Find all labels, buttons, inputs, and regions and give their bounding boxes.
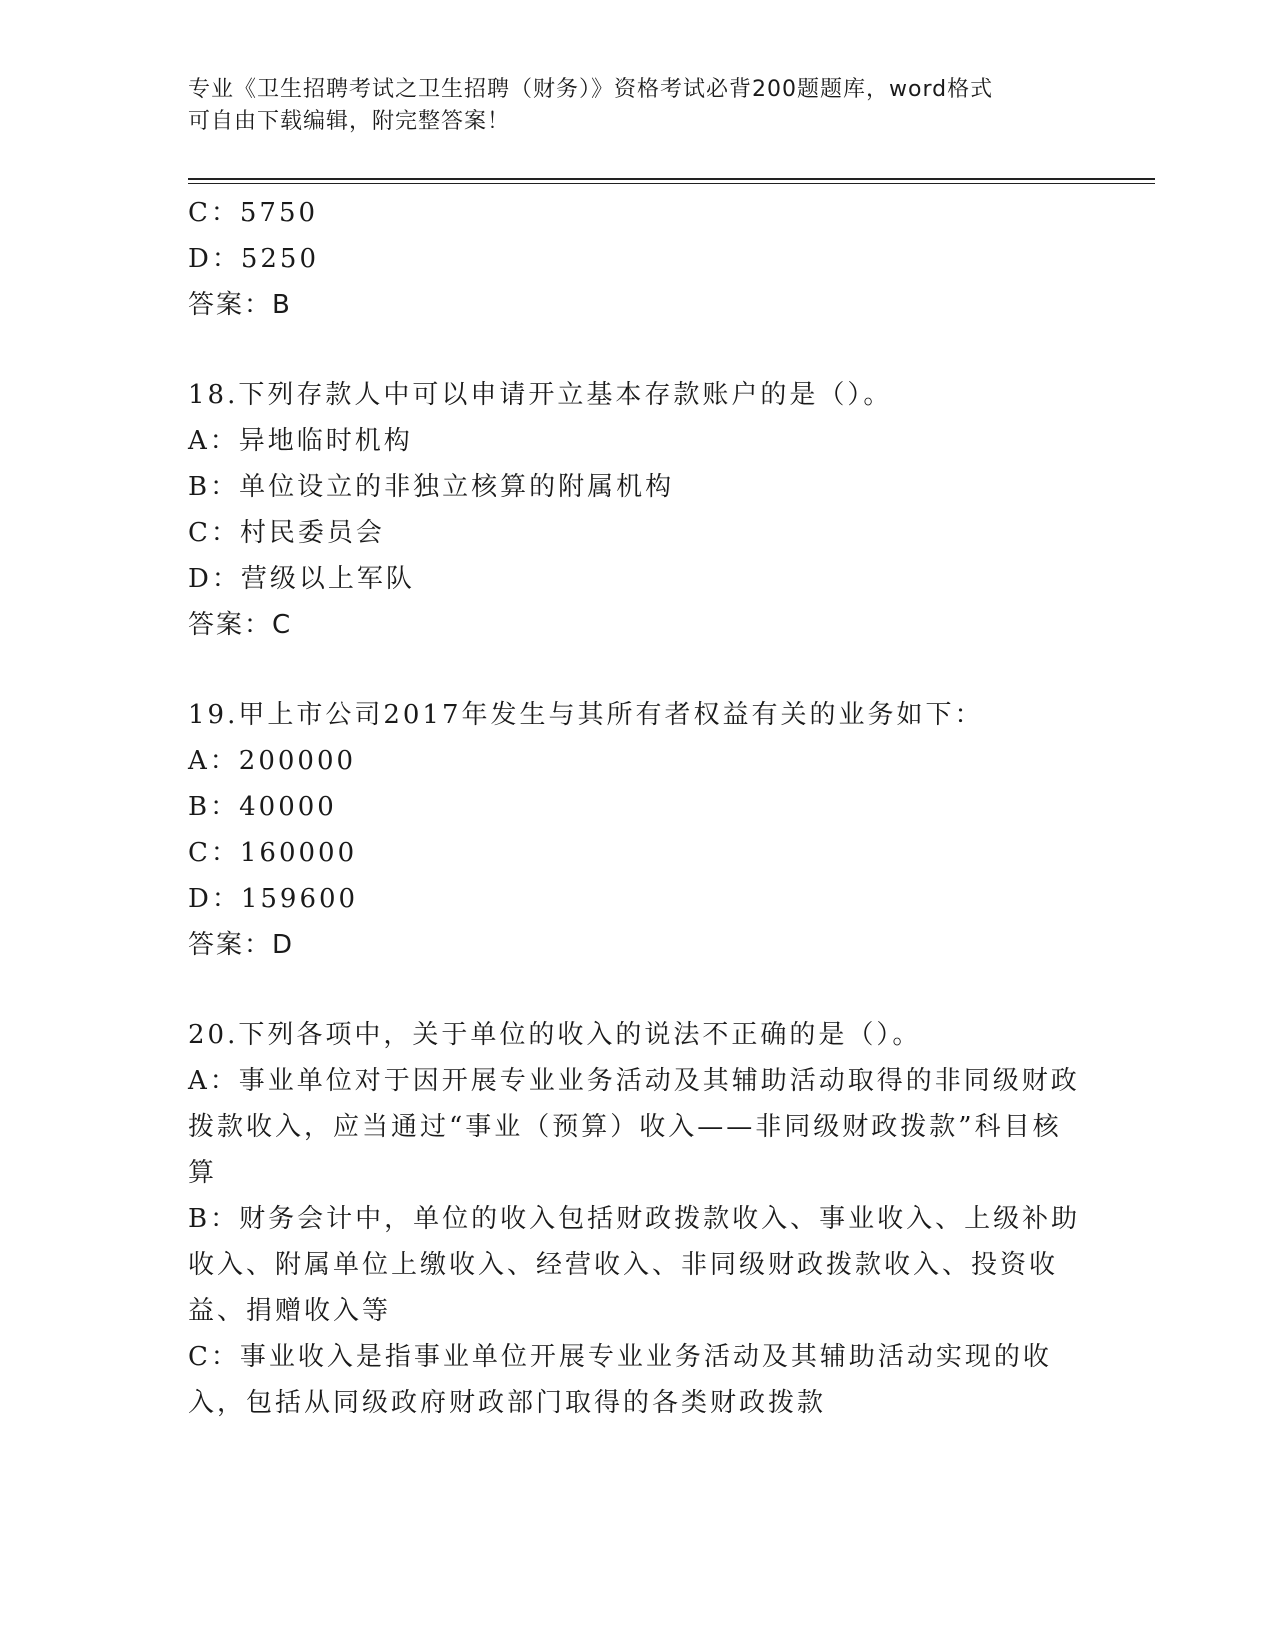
carryover-answer: 答案：B	[188, 290, 292, 320]
question-stem: 20.下列各项中，关于单位的收入的说法不正确的是（）。	[188, 1020, 922, 1050]
carryover-option-c: C：5750	[188, 198, 319, 228]
option-d: D：营级以上军队	[188, 564, 415, 594]
header-rule-thick	[188, 178, 1155, 180]
header-line-1: 专业《卫生招聘考试之卫生招聘（财务）》资格考试必背200题题库，word格式	[188, 77, 994, 102]
option-b: B：单位设立的非独立核算的附属机构	[188, 472, 675, 502]
answer: 答案：D	[188, 930, 295, 960]
carryover-option-d: D：5250	[188, 244, 320, 274]
option-c: C：村民委员会	[188, 518, 385, 548]
option-a: A：200000	[188, 746, 357, 776]
option-c: C：事业收入是指事业单位开展专业业务活动及其辅助活动实现的收入，包括从同级政府财政部门取得的各类财政拨款	[188, 1342, 1052, 1418]
option-b: B：40000	[188, 792, 337, 822]
answer: 答案：C	[188, 610, 293, 640]
page-header	[188, 74, 1078, 138]
header-rule-thin	[188, 183, 1155, 184]
header-line-2: 可自由下载编辑，附完整答案！	[188, 109, 511, 134]
question-18	[188, 372, 1088, 648]
document-body	[188, 190, 1088, 1426]
option-d: D：159600	[188, 884, 359, 914]
option-c: C：160000	[188, 838, 358, 868]
question-stem: 19.甲上市公司2017年发生与其所有者权益有关的业务如下：	[188, 700, 984, 730]
option-b: B：财务会计中，单位的收入包括财政拨款收入、事业收入、上级补助收入、附属单位上缴收入、经营收入、非同级财政拨款收入、投资收益、捐赠收入等	[188, 1204, 1081, 1326]
question-stem: 18.下列存款人中可以申请开立基本存款账户的是（）。	[188, 380, 893, 410]
option-a: A：事业单位对于因开展专业业务活动及其辅助活动取得的非同级财政拨款收入，应当通过“事业（预算）收入——非同级财政拨款”科目核算	[188, 1066, 1080, 1188]
option-a: A：异地临时机构	[188, 426, 413, 456]
question-19	[188, 692, 1088, 968]
question-20	[188, 1012, 1088, 1426]
